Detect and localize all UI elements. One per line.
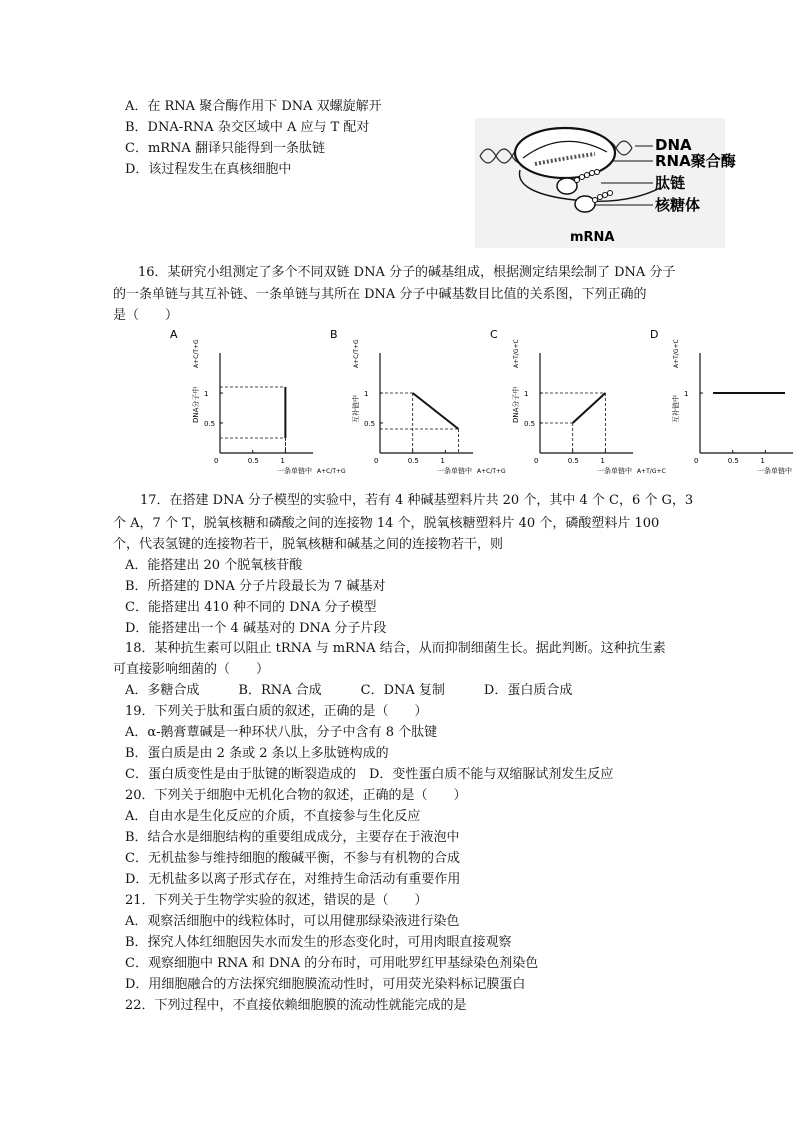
x-tick-label: 0.5	[567, 457, 579, 465]
q15-option-a: A．在 RNA 聚合酶作用下 DNA 双螺旋解开	[125, 99, 382, 114]
y-axis-ratio: A+T/G+C	[513, 339, 520, 368]
y-tick-label: 0.5	[364, 420, 376, 428]
x-tick-label: 0	[374, 457, 379, 465]
q16-stem-3: 是（ ）	[113, 308, 179, 323]
chart-option-letter: B	[330, 328, 338, 341]
q20-option-c: C．无机盐参与维持细胞的酸碱平衡，不参与有机物的合成	[125, 851, 460, 866]
q21-option-a: A．观察活细胞中的线粒体时，可以用健那绿染液进行染色	[125, 914, 460, 929]
q19-stem: 19．下列关于肽和蛋白质的叙述，正确的是（ ）	[125, 704, 428, 719]
x-axis-ratio: A+C/T+G	[317, 468, 346, 475]
q21-stem: 21．下列关于生物学实验的叙述，错误的是（ ）	[125, 893, 428, 908]
ribosome-shape-1	[557, 178, 577, 194]
x-tick-label: 0.5	[247, 457, 259, 465]
x-tick-label: 1	[440, 457, 445, 465]
q17-option-b: B．所搭建的 DNA 分子片段最长为 7 碱基对	[125, 579, 386, 594]
q18-line-1: 18．某种抗生素可以阻止 tRNA 与 mRNA 结合，从而抑制细菌生长。据此判断。这种抗生素	[125, 641, 666, 656]
y-axis-ratio: A+C/T+G	[353, 339, 360, 368]
x-axis-label: 一条单链中	[597, 467, 632, 475]
q21-option-d: D．用细胞融合的方法探究细胞膜流动性时，可用荧光染料标记膜蛋白	[125, 977, 526, 992]
x-tick-label: 0.5	[727, 457, 739, 465]
q19-option-cd: C．蛋白质变性是由于肽键的断裂造成的 D．变性蛋白质不能与双缩脲试剂发生反应	[125, 767, 614, 782]
chart-c	[490, 328, 666, 475]
label-ribosome: 核糖体	[655, 196, 701, 214]
x-tick-label: 1	[760, 457, 765, 465]
y-axis-label: 互补链中	[672, 395, 680, 423]
x-tick-label: 0	[534, 457, 539, 465]
label-rna-polymerase: RNA聚合酶	[655, 152, 736, 170]
chart-d	[650, 328, 794, 475]
chart-a	[170, 328, 346, 475]
q20-option-a: A．自由水是生化反应的介质，不直接参与生化反应	[125, 809, 421, 824]
q17-option-c: C．能搭建出 410 种不同的 DNA 分子模型	[125, 600, 377, 615]
label-mrna: mRNA	[570, 230, 615, 245]
series-line	[413, 393, 459, 429]
y-tick-label: 1	[364, 390, 369, 398]
q17-line-1: 17．在搭建 DNA 分子模型的实验中，若有 4 种碱基塑料片共 20 个，其中 4 个 C，6 个 G，3	[140, 493, 694, 508]
y-tick-label: 0.5	[524, 420, 536, 428]
chart-option-letter: A	[170, 328, 178, 341]
y-axis-ratio: A+C/T+G	[193, 339, 200, 368]
q17-line-3: 个，代表氢键的连接物若干，脱氧核糖和碱基之间的连接物若干，则	[113, 537, 504, 552]
ribosome-shape-2	[575, 196, 595, 212]
y-axis-ratio: A+T/G+C	[673, 339, 680, 368]
y-tick-label: 1	[524, 390, 529, 398]
y-tick-label: 1	[684, 390, 689, 398]
q16-stem-1: 16．某研究小组测定了多个不同双链 DNA 分子的碱基组成，根据测定结果绘制了 DNA 分子	[138, 265, 676, 280]
y-axis-label: DNA分子中	[512, 386, 520, 423]
x-axis-ratio: A+T/G+C	[637, 468, 666, 475]
q19-option-a: A．α-鹅膏蕈碱是一种环状八肽，分子中含有 8 个肽键	[125, 725, 438, 740]
q15-option-c: C．mRNA 翻译只能得到一条肽链	[125, 141, 325, 156]
y-axis-label: DNA分子中	[192, 386, 200, 423]
q15-option-d: D．该过程发生在真核细胞中	[125, 162, 292, 177]
y-tick-label: 0.5	[204, 420, 216, 428]
series-line	[573, 393, 606, 423]
label-dna: DNA	[655, 136, 692, 154]
q17-option-a: A．能搭建出 20 个脱氧核苷酸	[125, 558, 303, 573]
x-tick-label: 0.5	[407, 457, 419, 465]
q17-option-d: D．能搭建出一个 4 碱基对的 DNA 分子片段	[125, 621, 387, 636]
label-peptide: 肽链	[655, 174, 686, 192]
x-axis-label: 一条单链中	[277, 467, 312, 475]
x-tick-label: 0	[214, 457, 219, 465]
q16-charts	[165, 326, 792, 476]
x-tick-label: 1	[280, 457, 285, 465]
q18-line-2: 可直接影响细菌的（ ）	[113, 662, 270, 677]
q20-option-d: D．无机盐多以离子形式存在，对维持生命活动有重要作用	[125, 872, 461, 887]
x-axis-ratio: A+C/T+G	[477, 468, 506, 475]
x-tick-label: 0	[694, 457, 699, 465]
y-tick-label: 1	[204, 390, 209, 398]
q18-options: A．多糖合成 B．RNA 合成 C．DNA 复制 D．蛋白质合成	[125, 683, 573, 698]
x-axis-label: 一条单链中	[437, 467, 472, 475]
q20-option-b: B．结合水是细胞结构的重要组成成分，主要存在于液泡中	[125, 830, 460, 845]
chart-option-letter: D	[650, 328, 659, 341]
y-axis-label: 互补链中	[352, 395, 360, 423]
q15-option-b: B．DNA-RNA 杂交区域中 A 应与 T 配对	[125, 120, 370, 135]
q19-option-b: B．蛋白质是由 2 条或 2 条以上多肽链构成的	[125, 746, 389, 761]
q21-option-c: C．观察细胞中 RNA 和 DNA 的分布时，可用吡罗红甲基绿染色剂染色	[125, 956, 539, 971]
chart-b	[330, 328, 506, 475]
chart-option-letter: C	[490, 328, 498, 341]
q22-stem: 22．下列过程中，不直接依赖细胞膜的流动性就能完成的是	[125, 998, 467, 1013]
x-tick-label: 1	[600, 457, 605, 465]
q16-stem-2: 的一条单链与其互补链、一条单链与其所在 DNA 分子中碱基数目比值的关系图，下列正确的	[113, 287, 647, 302]
q21-option-b: B．探究人体红细胞因失水而发生的形态变化时，可用肉眼直接观察	[125, 935, 512, 950]
transcription-translation-figure	[475, 118, 736, 248]
x-axis-label: 一条单链中	[757, 467, 792, 475]
q20-stem: 20．下列关于细胞中无机化合物的叙述，正确的是（ ）	[125, 788, 467, 803]
q17-line-2: 个 A，7 个 T，脱氧核糖和磷酸之间的连接物 14 个，脱氧核糖塑料片 40 个，磷酸塑料片 100	[113, 516, 660, 531]
